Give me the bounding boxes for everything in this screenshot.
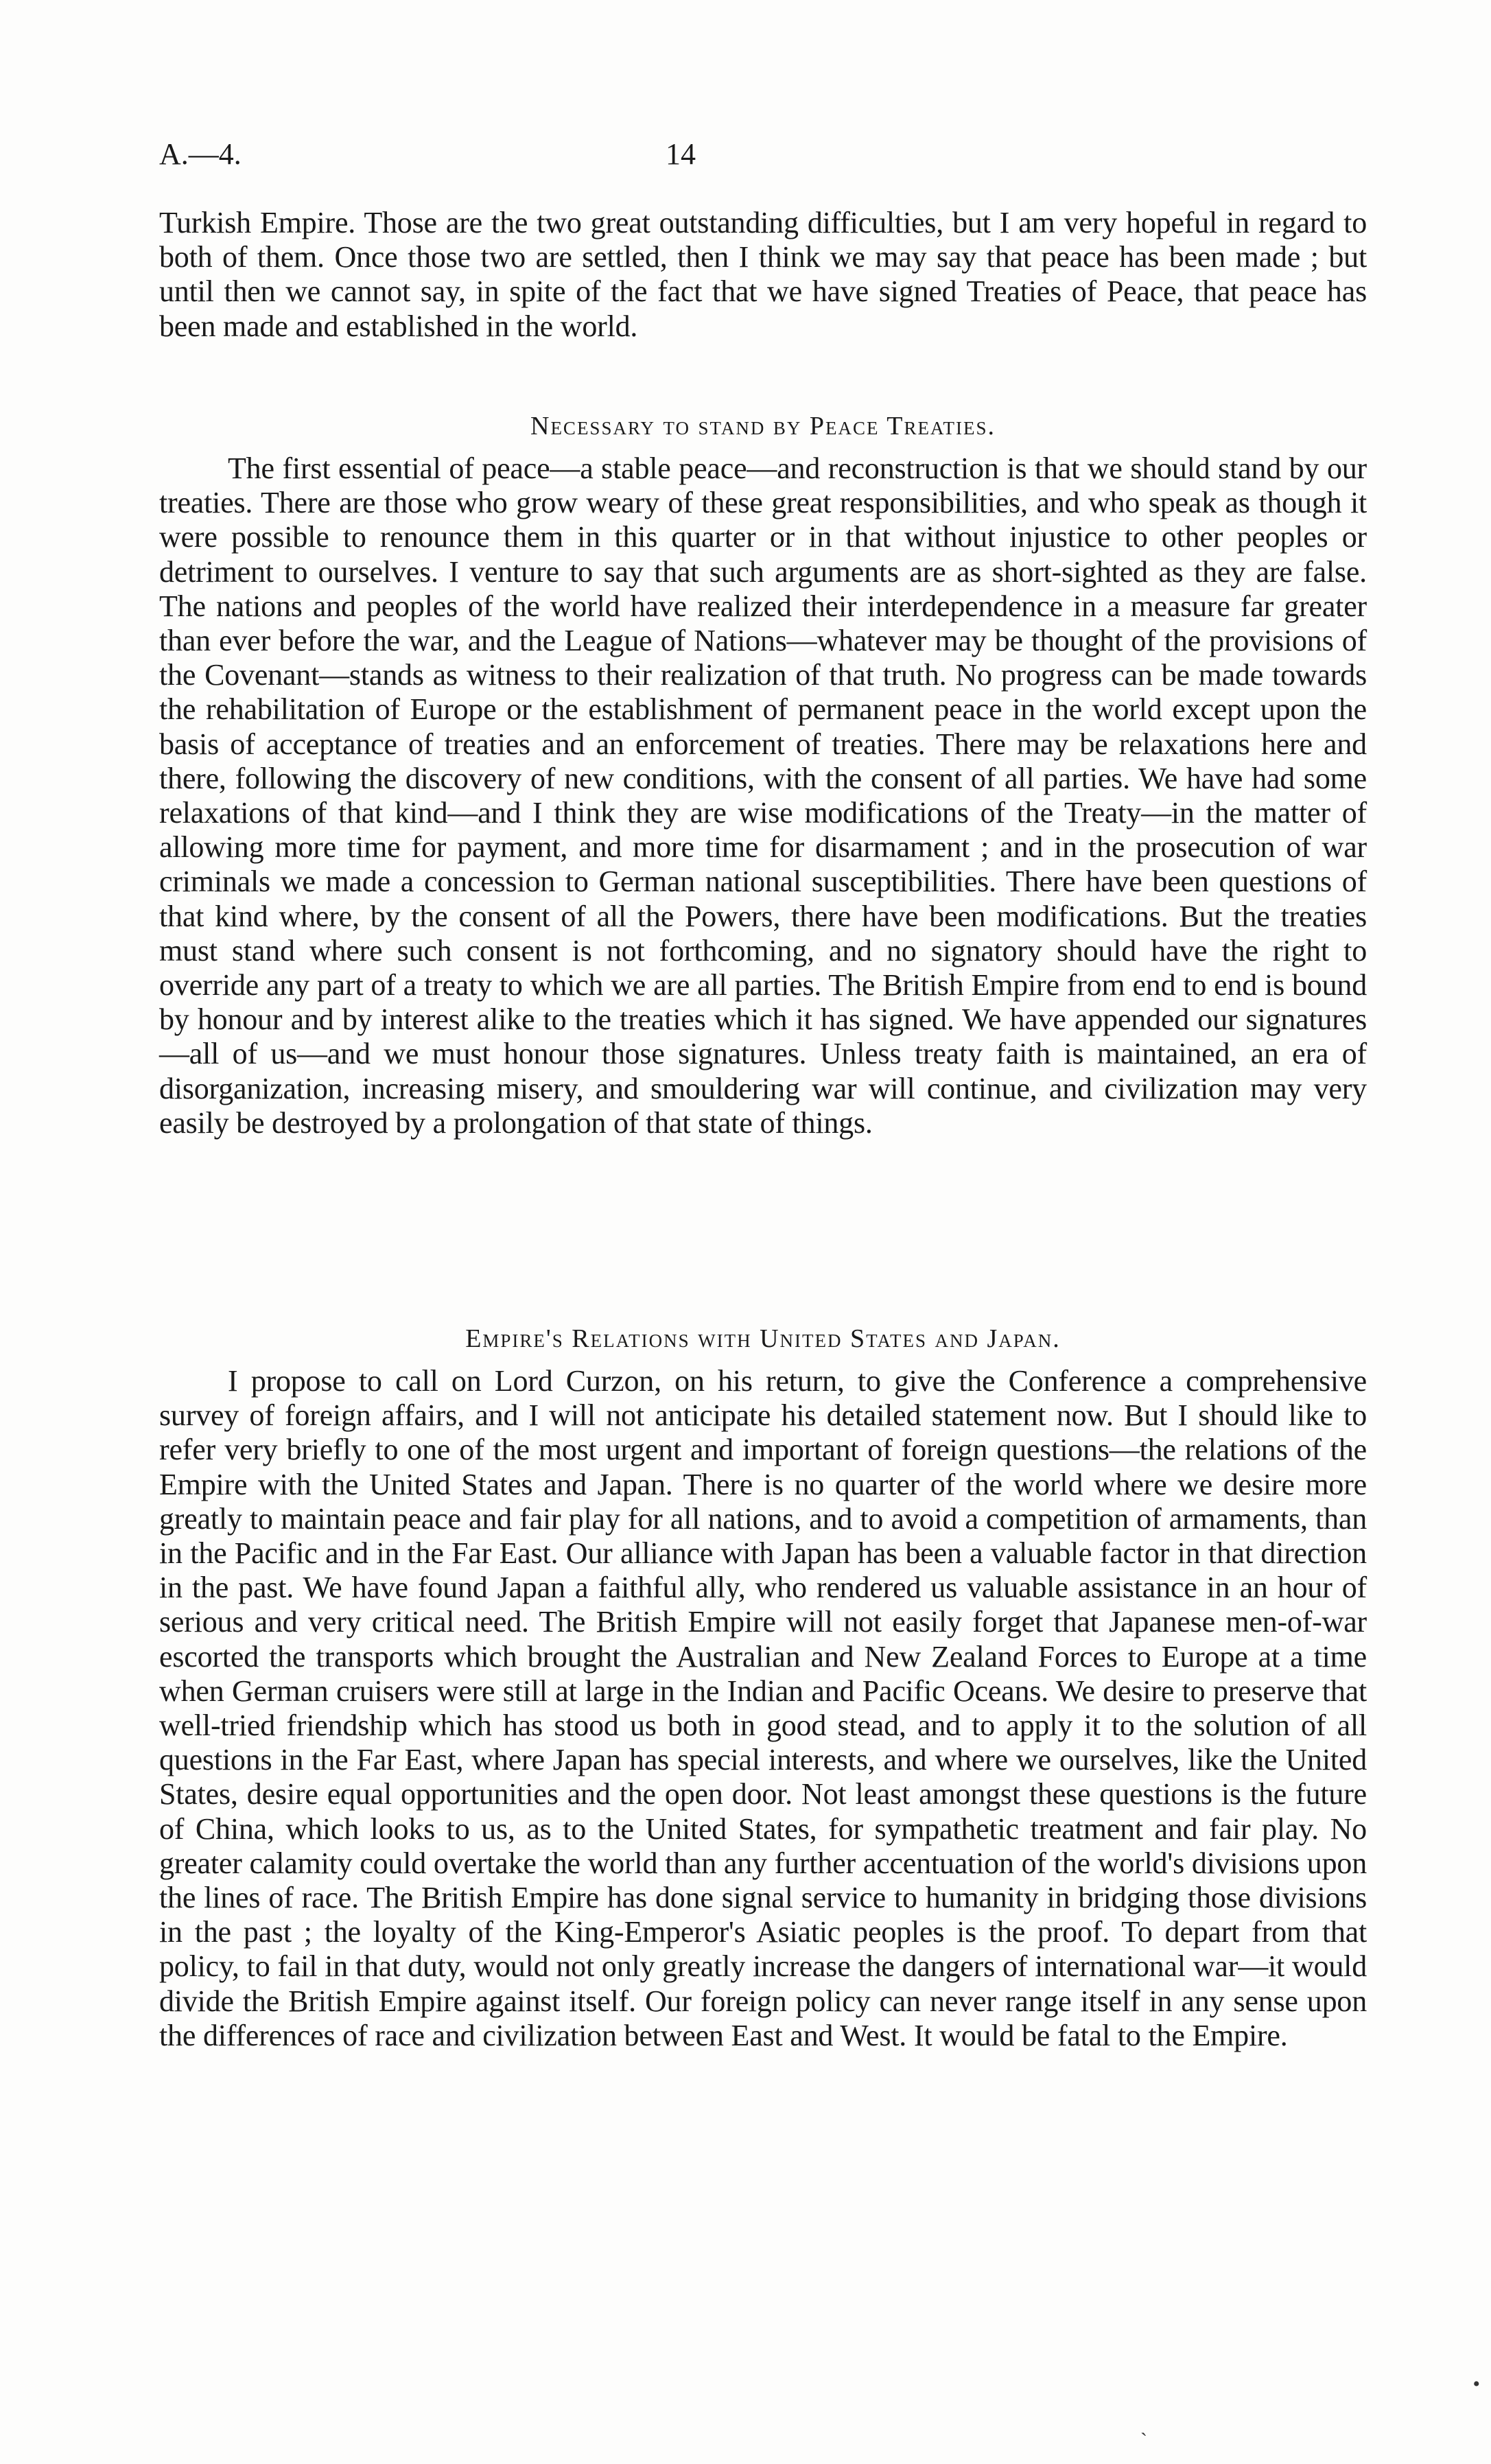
- section-body-us-japan: [159, 1364, 1367, 2053]
- margin-mark: •: [1472, 2373, 1480, 2395]
- section-heading-peace-treaties: Necessary to stand by Peace Treaties.: [530, 412, 996, 441]
- section-body-peace-treaties: [159, 451, 1367, 1140]
- paragraph-us-japan: I propose to call on Lord Curzon, on his return, to give the Conference a comprehensive survey of foreign affairs, and I will not anticipate his detailed statement now. But I should like to refer very briefly to one of the most urgent and important of foreign questions—the relations of the Empire with the United States and Japan. There is no quarter of the world where we desire more greatly to maintain peace and fair play for all nations, and to avoid a competition of armaments, than in the Pacific and in the Far East. Our alliance with Japan has been a valuable factor in that direction in the past. We have found Japan a faithful ally, who rendered us valuable assistance in an hour of serious and very critical need. The British Empire will not easily forget that Japanese men-of-war escorted the transports which brought the Australian and New Zealand Forces to Europe at a time when German cruisers were still at large in the Indian and Pacific Oceans. We desire to preserve that well-tried friendship which has stood us both in good stead, and to apply it to the solution of all questions in the Far East, where Japan has special interests, and where we ourselves, like the United States, desire equal opportunities and the open door. Not least amongst these questions is the future of China, which looks to us, as to the United States, for sympathetic treatment and fair play. No greater calamity could overtake the world than any further accentuation of the world's divisions upon the lines of race. The British Empire has done signal service to humanity in bridging those divisions in the past ; the loyalty of the King-Emperor's Asiatic peoples is the proof. To depart from that policy, to fail in that duty, would not only greatly increase the dangers of international war—it would divide the British Empire against itself. Our foreign policy can never range itself in any sense upon the differences of race and civilization between East and West. It would be fatal to the Empire.: [159, 1364, 1367, 2052]
- section-heading-us-japan: Empire's Relations with United States and Japan.: [465, 1324, 1061, 1353]
- scan-speck: `: [1140, 2429, 1147, 2452]
- paragraph-peace-treaties: The first essential of peace—a stable peace—and reconstruction is that we should stand by our treaties. There are those who grow weary of these great responsibilities, and who speak as though it were possible to renounce them in this quarter or in that without injustice to other peoples or detriment to ourselves. I venture to say that such arguments are as short-sighted as they are false. The nations and peoples of the world have realized their interdependence in a measure far greater than ever before the war, and the League of Nations—whatever may be thought of the provisions of the Covenant—stands as witness to their realization of that truth. No progress can be made towards the rehabilitation of Europe or the establishment of permanent peace in the world except upon the basis of acceptance of treaties and an enforcement of treaties. There may be relaxations here and there, following the discovery of new conditions, with the consent of all parties. We have had some relaxations of that kind—and I think they are wise modifications of the Treaty—in the matter of allowing more time for payment, and more time for disarmament ; and in the prosecution of war criminals we made a concession to German national susceptibilities. There have been questions of that kind where, by the consent of all the Powers, there have been modifications. But the treaties must stand where such consent is not forthcoming, and no signatory should have the right to override any part of a treaty to which we are all parties. The British Empire from end to end is bound by honour and by interest alike to the treaties which it has signed. We have appended our signatures—all of us—and we must honour those signatures. Unless treaty faith is maintained, an era of disorganization, increasing misery, and smouldering war will continue, and civilization may very easily be destroyed by a prolongation of that state of things.: [159, 451, 1367, 1140]
- document-reference: A.—4.: [159, 137, 242, 171]
- page-header: [159, 134, 1367, 175]
- continued-paragraph-block: [159, 206, 1367, 344]
- continued-paragraph: Turkish Empire. Those are the two great outstanding difficulties, but I am very hopeful in regard to both of them. Once those two are settled, then I think we may say that peace has been made ; but until then we cannot say, in spite of the fact that we have signed Treaties of Peace, that peace has been made and established in the world.: [159, 206, 1367, 343]
- page-number: 14: [666, 137, 696, 171]
